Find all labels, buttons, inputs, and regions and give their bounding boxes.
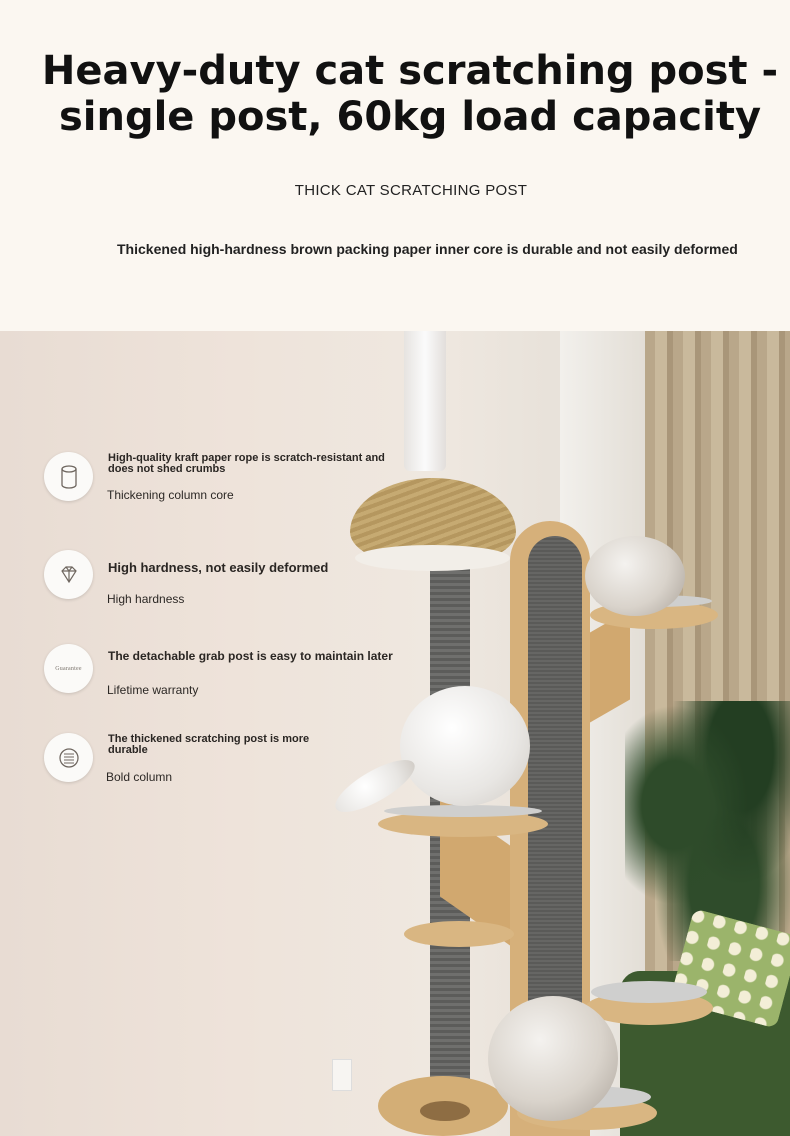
wall-outlet: [332, 1059, 352, 1091]
feature-subtitle: Bold column: [106, 770, 173, 784]
title-line-2: single post, 60kg load capacity: [58, 94, 762, 140]
feature-title: The thickened scratching post is more durable: [108, 733, 310, 756]
title-line-1: Heavy-duty cat scratching post -: [41, 48, 779, 94]
coil-column-icon: [44, 733, 93, 782]
tagline: Thickened high-hardness brown packing paper inner core is durable and not easily deformed: [117, 241, 738, 257]
cat-top: [585, 536, 685, 616]
diamond-icon: [44, 550, 93, 599]
feature-title: High hardness, not easily deformed: [108, 560, 329, 575]
lower-shelf: [404, 921, 514, 947]
cat-bottom: [488, 996, 618, 1121]
subtitle: THICK CAT SCRATCHING POST: [294, 182, 528, 199]
header-section: [0, 0, 790, 330]
feature-title: The detachable grab post is easy to maintain later: [108, 649, 393, 663]
feature-subtitle: Lifetime warranty: [107, 683, 199, 697]
cylinder-core-icon: [44, 452, 93, 501]
wall-lamp: [404, 331, 446, 471]
feature-subtitle: High hardness: [107, 592, 185, 606]
cat-white-middle: [400, 686, 530, 806]
base-hole: [420, 1101, 470, 1121]
guarantee-icon: Guarantee: [44, 644, 93, 693]
feature-title: High-quality kraft paper rope is scratch-resistant and does not shed crumbs: [108, 452, 385, 475]
page-title: [40, 48, 780, 140]
feature-subtitle: Thickening column core: [107, 488, 234, 502]
scratch-pad: [528, 536, 582, 1036]
middle-shelf: [378, 811, 548, 837]
